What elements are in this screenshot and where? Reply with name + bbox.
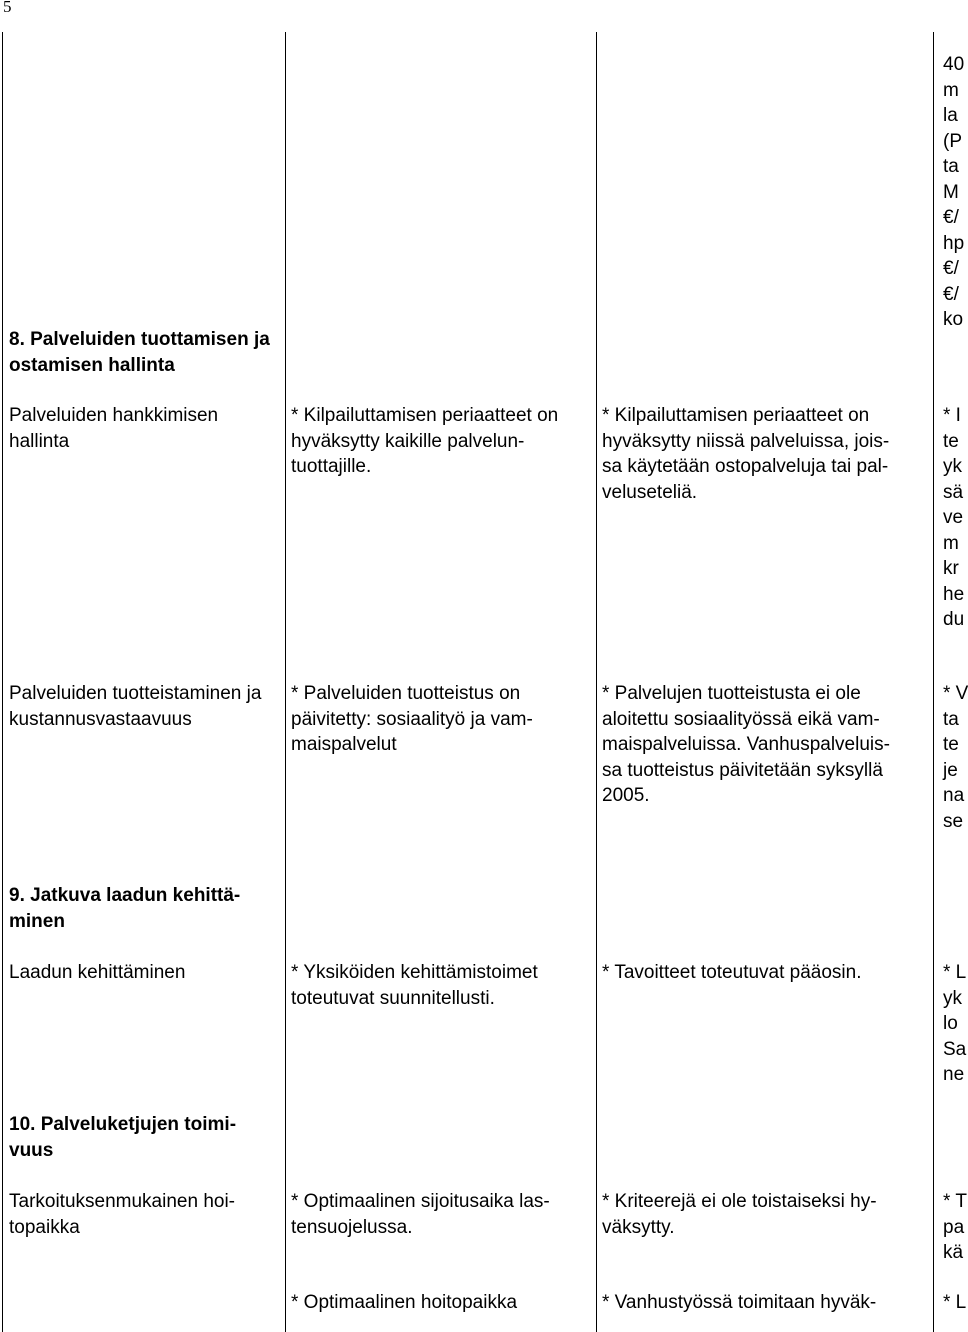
row-target: * Kilpailuttamisen periaatteet on hyväksytty kaikille palvelun- tuottajille. xyxy=(291,405,559,477)
clipped-column-text: 40 m la (P ta M €/ hp €/ €/ ko xyxy=(943,54,965,330)
row-target: * Optimaalinen hoitopaikka xyxy=(291,1292,518,1313)
row-clipped: * L xyxy=(943,1292,967,1313)
row-topic: Palveluiden hankkimisen hallinta xyxy=(9,405,219,452)
row-target: * Yksiköiden kehittämistoimet toteutuvat suunnitellusti. xyxy=(291,962,538,1009)
row-status: * Kilpailuttamisen periaatteet on hyväksytty niissä palveluissa, jois- sa käytetään ostopalveluja tai pal- veluseteliä. xyxy=(602,405,890,503)
row-status: * Vanhustyössä toimitaan hyväk- xyxy=(602,1292,877,1313)
row-clipped: * T pa kä xyxy=(943,1191,967,1263)
column-divider-2 xyxy=(596,32,597,1332)
row-target: * Optimaalinen sijoitusaika las- tensuojelussa. xyxy=(291,1191,550,1238)
row-status: * Kriteerejä ei ole toistaiseksi hy- väksytty. xyxy=(602,1191,877,1238)
row-target: * Palveluiden tuotteistus on päivitetty: sosiaalityö ja vam- maispalvelut xyxy=(291,683,533,755)
row-clipped: * L yk lo Sa ne xyxy=(943,962,967,1085)
column-divider-3 xyxy=(933,32,934,1332)
table-border-left xyxy=(2,32,3,1332)
section-heading: 10. Palveluketjujen toimi- vuus xyxy=(9,1114,237,1161)
row-topic: Tarkoituksenmukainen hoi- topaikka xyxy=(9,1191,236,1238)
row-topic: Palveluiden tuotteistaminen ja kustannusvastaavuus xyxy=(9,683,262,730)
row-status: * Palvelujen tuotteistusta ei ole aloitettu sosiaalityössä eikä vam- maispalveluissa. Vanhuspalveluis- sa tuotteistus päivitetään syksyllä 2005. xyxy=(602,683,890,806)
row-clipped: * I te yk sä ve m kr he du xyxy=(943,405,965,630)
column-divider-1 xyxy=(285,32,286,1332)
page-number: 5 xyxy=(3,0,12,16)
section-heading: 9. Jatkuva laadun kehittä- minen xyxy=(9,885,241,932)
row-status: * Tavoitteet toteutuvat pääosin. xyxy=(602,962,862,983)
row-clipped: * V ta te je na se xyxy=(943,683,968,832)
row-topic: Laadun kehittäminen xyxy=(9,962,186,983)
section-heading: 8. Palveluiden tuottamisen ja ostamisen hallinta xyxy=(9,329,270,376)
